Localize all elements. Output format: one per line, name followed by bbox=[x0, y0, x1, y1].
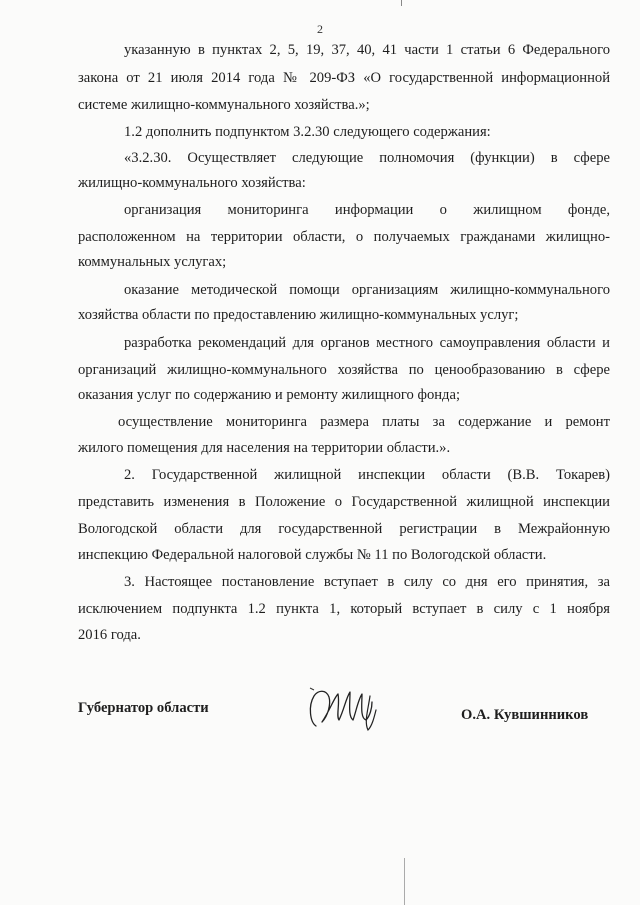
text-line: расположенном на территории области, о получаемых гражданами жилищно- bbox=[78, 229, 610, 245]
text-line: 1.2 дополнить подпунктом 3.2.30 следующего содержания: bbox=[124, 124, 491, 140]
text-line: 2016 года. bbox=[78, 627, 141, 643]
text-line: 2. Государственной жилищной инспекции области (В.В. Токарев) bbox=[124, 467, 610, 483]
text-line: оказания услуг по содержанию и ремонту жилищного фонда; bbox=[78, 387, 461, 403]
text-line: разработка рекомендаций для органов местного самоуправления области и bbox=[124, 335, 610, 351]
text-line: организация мониторинга информации о жилищном фонде, bbox=[124, 202, 610, 218]
page-number: 2 bbox=[317, 22, 323, 36]
text-line: «3.2.30. Осуществляет следующие полномочия (функции) в сфере bbox=[124, 150, 610, 166]
text-line: жилищно-коммунального хозяйства: bbox=[78, 175, 306, 191]
text-line: 3. Настоящее постановление вступает в силу со дня его принятия, за bbox=[124, 574, 610, 590]
scan-mark bbox=[401, 0, 402, 6]
text-line: коммунальных услугах; bbox=[78, 254, 227, 270]
text-line: системе жилищно-коммунального хозяйства.»; bbox=[78, 97, 370, 113]
text-line: указанную в пунктах 2, 5, 19, 37, 40, 41 части 1 статьи 6 Федерального bbox=[124, 42, 610, 58]
text-line: жилого помещения для населения на территории области.». bbox=[78, 440, 451, 456]
text-line: закона от 21 июля 2014 года № 209-ФЗ «О государственной информационной bbox=[78, 70, 610, 86]
handwritten-signature bbox=[306, 682, 388, 732]
text-line: инспекцию Федеральной налоговой службы № 11 по Вологодской области. bbox=[78, 547, 547, 563]
text-line: представить изменения в Положение о Государственной жилищной инспекции bbox=[78, 494, 610, 510]
signatory-title: Губернатор области bbox=[78, 700, 209, 716]
text-line: хозяйства области по предоставлению жилищно-коммунальных услуг; bbox=[78, 307, 519, 323]
text-line: Вологодской области для государственной регистрации в Межрайонную bbox=[78, 521, 610, 537]
text-line: осуществление мониторинга размера платы за содержание и ремонт bbox=[118, 414, 610, 430]
text-line: оказание методической помощи организациям жилищно-коммунального bbox=[124, 282, 610, 298]
scan-mark bbox=[404, 858, 405, 905]
text-line: организаций жилищно-коммунального хозяйства по ценообразованию в сфере bbox=[78, 362, 610, 378]
text-line: исключением подпункта 1.2 пункта 1, который вступает в силу с 1 ноября bbox=[78, 601, 610, 617]
signatory-name: О.А. Кувшинников bbox=[461, 707, 589, 723]
